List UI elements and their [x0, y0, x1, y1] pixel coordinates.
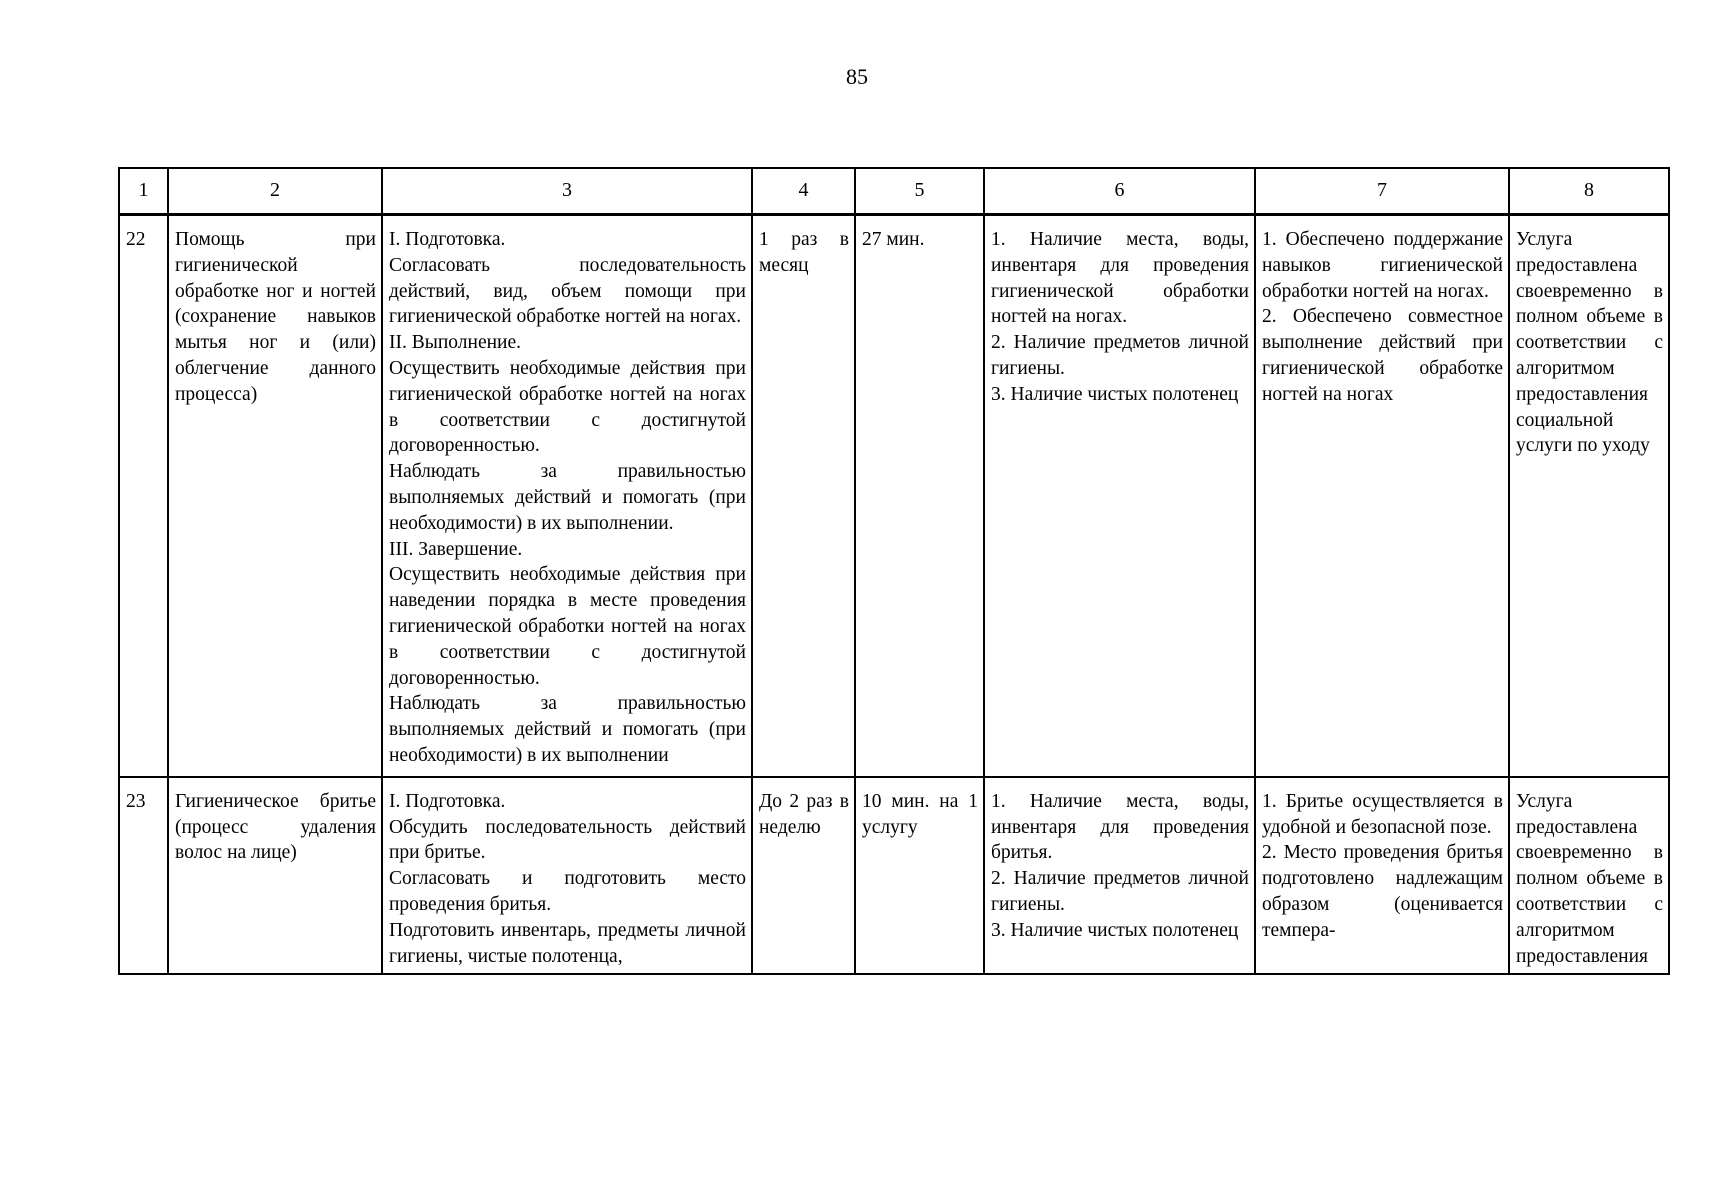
column-header: 5 [855, 168, 984, 215]
condition-line: 2. Наличие предметов личной гигиены. [991, 868, 1249, 915]
description-line: Обсудить последовательность действий при бритье. [389, 816, 746, 864]
service-conditions [984, 215, 1255, 777]
condition-line: 1. Наличие места, воды, инвентаря для проведения бритья. [991, 790, 1249, 864]
description-line: I. Подготовка. [389, 229, 506, 250]
result-line: 2. Обеспечено совместное выполнение действий при гигиенической обработке ногтей на ногах [1262, 306, 1503, 405]
result-line: 1. Обеспечено поддержание навыков гигиенической обработки ногтей на ногах. [1262, 229, 1503, 302]
description-line: Наблюдать за правильностью выполняемых действий и помогать (при необходимости) в их выполнении. [389, 461, 746, 534]
service-conditions [984, 777, 1255, 975]
service-results [1255, 215, 1509, 777]
services-table [118, 167, 1670, 975]
service-description [382, 215, 752, 777]
description-line: Согласовать и подготовить место проведения бритья. [389, 868, 746, 915]
condition-line: 1. Наличие места, воды, инвентаря для проведения гигиенической обработки ногтей на ногах. [991, 229, 1249, 328]
description-line: III. Завершение. [389, 538, 523, 560]
row-number: 22 [119, 215, 168, 777]
description-line: II. Выполнение. [389, 332, 521, 354]
condition-line: 2. Наличие предметов личной гигиены. [991, 332, 1249, 379]
service-evaluation: Услуга предоставлена своевременно в полном объеме в соответствии с алгоритмом предоставления социальной услуги по уходу [1509, 215, 1669, 777]
column-header: 3 [382, 168, 752, 215]
condition-line: 3. Наличие чистых полотенец [991, 919, 1239, 941]
column-header: 2 [168, 168, 382, 215]
column-header: 1 [119, 168, 168, 215]
row-number: 23 [119, 777, 168, 975]
result-line: 1. Бритье осуществляется в удобной и безопасной позе. [1262, 790, 1503, 838]
service-evaluation: Услуга предоставлена своевременно в полном объеме в соответствии с алгоритмом предоставления [1509, 777, 1669, 975]
column-header: 4 [752, 168, 855, 215]
description-line: Осуществить необходимые действия при наведении порядка в месте проведения гигиенической обработки ногтей на ногах в соответствии с достигнутой договоренностью. [389, 564, 746, 689]
service-frequency: До 2 раз в неделю [752, 777, 855, 975]
service-frequency: 1 раз в месяц [752, 215, 855, 777]
column-header: 8 [1509, 168, 1669, 215]
description-line: Осуществить необходимые действия при гигиенической обработке ногтей на ногах в соответствии с достигнутой договоренностью. [389, 357, 746, 457]
column-header: 7 [1255, 168, 1509, 215]
result-line: 2. Место проведения бритья подготовлено надлежащим образом (оценивается темпера- [1262, 842, 1503, 941]
description-line: I. Подготовка. [389, 790, 506, 812]
column-header: 6 [984, 168, 1255, 215]
service-duration: 27 мин. [855, 215, 984, 777]
description-line: Согласовать последовательность действий, вид, объем помощи при гигиенической обработке ногтей на ногах. [389, 254, 746, 328]
description-line: Подготовить инвентарь, предметы личной гигиены, чистые полотенца, [389, 919, 746, 967]
page-number: 85 [846, 64, 868, 89]
service-description [382, 777, 752, 975]
condition-line: 3. Наличие чистых полотенец [991, 383, 1239, 405]
column-number-row [119, 168, 1669, 215]
description-line: Наблюдать за правильностью выполняемых действий и помогать (при необходимости) в их выполнении [389, 693, 746, 766]
table-row [119, 215, 1669, 777]
service-duration: 10 мин. на 1 услугу [855, 777, 984, 975]
service-name: Гигиеническое бритье (процесс удаления волос на лице) [168, 777, 382, 975]
table-row [119, 777, 1669, 975]
service-results [1255, 777, 1509, 975]
service-name: Помощь при гигиенической обработке ног и ногтей (сохранение навыков мытья ног и (или) облегчение данного процесса) [168, 215, 382, 777]
